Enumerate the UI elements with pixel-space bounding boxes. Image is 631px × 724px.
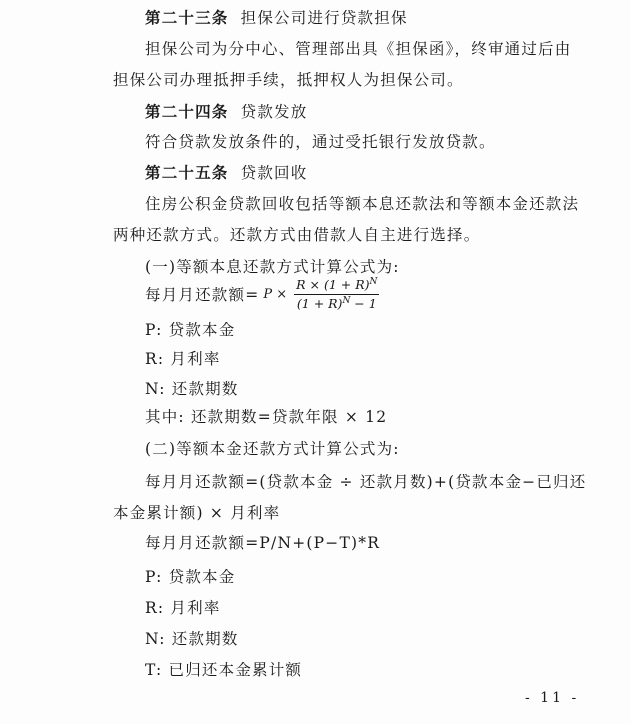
article-25-number: 第二十五条 [145,163,229,182]
formula-fraction [294,277,379,310]
article-23-body-1: 担保公司为分中心、管理部出具《担保函》，终审通过后由 [145,40,572,58]
method-2-title: (二)等额本金还款方式计算公式为: [145,440,400,458]
numerator-text: R × (1 + R) [296,277,370,293]
method-1-var-r: R: 月利率 [145,350,221,368]
article-25-body-1: 住房公积金贷款回收包括等额本息还款法和等额本金还款法 [145,195,580,213]
denominator-text: (1 + R) [296,295,343,311]
article-23-heading-line [145,6,408,28]
article-23-number: 第二十三条 [145,8,229,27]
method-2-formula-symbolic: 每月月还款额=P/N+(P−T)*R [145,534,381,552]
denominator-exponent: N [342,295,351,306]
formula-denominator [295,295,379,311]
method-1-title: (一)等额本息还款方式计算公式为: [145,258,400,276]
article-25-body-2: 两种还款方式。还款方式由借款人自主进行选择。 [113,226,481,244]
formula-label: 每月月还款额= [145,286,260,304]
formula-numerator [294,277,379,294]
method-1-var-p: P: 贷款本金 [145,321,236,339]
method-2-formula-2: 本金累计额) × 月利率 [113,504,281,522]
method-2-formula-1: 每月月还款额=(贷款本金 ÷ 还款月数)+(贷款本金−已归还 [145,473,587,491]
article-24-title: 贷款发放 [240,103,308,121]
article-23-title: 担保公司进行贷款担保 [240,9,408,27]
denominator-tail: − 1 [350,295,377,311]
method-2-var-n: N: 还款期数 [145,630,239,648]
article-24-heading-line [145,100,307,122]
formula-lhs: P × [263,286,288,302]
article-24-body-1: 符合贷款发放条件的，通过受托银行发放贷款。 [145,133,496,151]
method-2-var-t: T: 已归还本金累计额 [145,661,303,679]
method-1-note: 其中: 还款期数=贷款年限 × 12 [145,408,388,426]
article-23-body-2: 担保公司办理抵押手续，抵押权人为担保公司。 [113,71,464,89]
article-24-number: 第二十四条 [145,102,229,121]
article-25-title: 贷款回收 [240,164,308,182]
numerator-exponent: N [369,277,378,288]
method-2-var-p: P: 贷款本金 [145,568,236,586]
method-2-var-r: R: 月利率 [145,599,221,617]
method-1-formula [145,276,379,312]
article-25-heading-line [145,161,307,183]
method-1-var-n: N: 还款期数 [145,380,239,398]
page-number: - 11 - [525,690,580,706]
